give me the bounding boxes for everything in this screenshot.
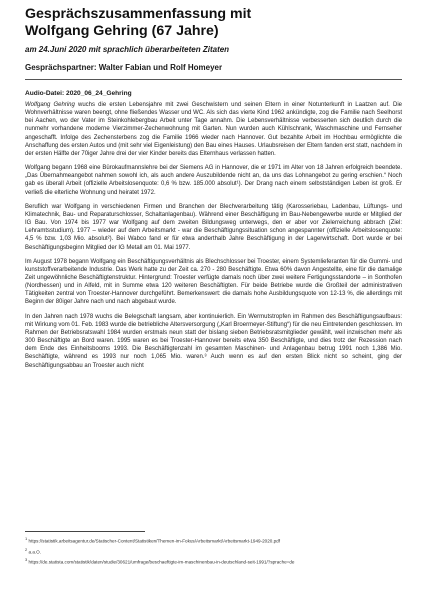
footnote-link[interactable]: https://statistik.arbeitsagentur.de/Statischer-Content/Statistiken/Themen-im-Fokus/Arbeitsmarkt/Arbeitsmarkt-1949-2020.pdf <box>28 538 281 544</box>
footnote-divider <box>25 531 145 532</box>
footnote-text: a.a.O. <box>28 549 42 555</box>
paragraph-troester: Im August 1978 begann Wolfgang ein Beschäftigungsverhältnis als Blechschlosser bei Troester, einem Systemlieferanten für die Gummi- und kunststoffverarbeitende Industrie. Das Werk hatte zu der Zeit ca. 270 - 280 Beschäftigte. Etwa 60% davon Angestellte, eine für die damalige Zeit ungewöhnliche Beschäftigtenstruktur. Hintergrund: Troester verfügte damals noch über zwei weitere Fertigungsstandorte – in Sonthofen (Nordhessen) und in Alfeld, mit in Summe etwa 120 weiteren Beschäftigten. Für beide Betriebe wurde die Großteil der administrativen Tätigkeiten zentral von Troester-Hannover durchgeführt. Bemerkenswert: die damals hohe Ausbildungsquote von 12-13 %, die allerdings mit Beginn der 80iger Jahre nach und nach abgebaut wurde. <box>25 258 402 306</box>
interview-date: am 24.Juni 2020 mit sprachlich überarbeiteten Zitaten <box>25 45 230 54</box>
footnote-2 <box>25 547 402 556</box>
footnote-3 <box>25 557 402 566</box>
footnote-number: 3 <box>25 557 28 563</box>
footnote-link[interactable]: https://de.statista.com/statistik/daten/studie/30621/umfrage/beschaeftigte-im-maschinenbau-in-deutschland-seit-1991/?sprache=de <box>28 560 295 565</box>
title-line-2: Wolfgang Gehring (67 Jahre) <box>25 23 219 39</box>
footnote-1 <box>25 536 402 545</box>
footnotes <box>25 536 402 568</box>
footnote-number: 1 <box>25 536 28 541</box>
interviewee-name: Wolfgang Gehring <box>25 102 75 108</box>
paragraph-growth: In den Jahren nach 1978 wuchs die Belegschaft langsam, aber kontinuierlich. Ein Wermutstropfen im Rahmen des Beschäftigungsaufbaus: mit Wirkung vom 01. Feb. 1983 wurde die betriebliche Altersversorgung („Karl Broermeyer-Stiftung“) für die neu Eintretenden geschlossen. Im Rahmen der Betriebsratswahl 1984 wurden erstmals neun statt der bislang sieben Betriebsratsmitglieder gewählt, weil inzwischen mehr als 300 Beschäftigte an Bord waren. 1995 waren es bei Troester-Hannover bereits etwa 350 Beschäftigte, und dies trotz der Rezession nach dem Ende des Einheitsbooms 1993. Die Beschäftigtenzahl im gesamten Maschinen- und Anlagenbau betrug 1991 noch 1,386 Mio. Beschäftigte, während es 1993 nur noch 1,065 Mio. waren.³ Auch wenn es auf den ersten Blick nicht so scheint, ging der Beschäftigungsabbau an Troester auch nicht <box>25 313 402 369</box>
paragraph-career: Beruflich war Wolfgang in verschiedenen Firmen und Branchen der Blechverarbeitung tätig (Karosseriebau, Ladenbau, Lüftungs- und Klimatechnik, Bau- und Reparaturschlosser, Schaltanlagenbau). Während einer Beschäftigung im Bau-Nebengewerbe wurde er Mitglied der IG Bau. Von 1974 bis 1977 war Wolfgang auf dem zweiten Bildungsweg unterwegs, den er aber vor Zielerreichung abbrach (Ziel: Lehramtsstudium). 1977 – wieder auf dem Arbeitsmarkt - war die Beschäftigungssituation schon angespannter (offizielle Arbeitslosenquote: 4,5 % bzw. 1,03 Mio. absolut²). Bei Wabco fand er für etwa anderthalb Jahre Beschäftigung in der Lagerwirtschaft. Dort wurde er bei Beschäftigungsbeginn Mitglied der IG Metall am 01. Mai 1977. <box>25 203 402 251</box>
paragraph-childhood: Wolfgang Gehring wuchs die ersten Lebensjahre mit zwei Geschwistern und seinen Eltern in einer Notunterkunft in Laatzen auf. Die Wohnverhältnisse waren beengt, ohne fließendes Wasser und WC. Als sich das vierte Kind 1962 ankündigte, zog die Familie nach Seelhorst bei Aachen, wo der Vater im Steinkohlebergbau Arbeit unter Tage annahm. Die Lebensverhältnisse verbesserten sich deutlich durch die nunmehr vorhandene moderne Vierzimmer-Zechenwohnung mit Garten. Nun wurden auch Kühlschrank, Waschmaschine und Fernseher angeschafft. Infolge des Zechensterbens zog die Familie 1966 wieder nach Hannover. Gut bezahlte Arbeit im Hochbau ermöglichte die Anschaffung des ersten Autos und (mit sehr viel Eigenleistung) den Bau eines Hauses. Urlaubsreisen der Eltern fanden erst statt, nachdem in der ersten Hälfte der 70iger Jahre drei der vier Kinder bereits das Elternhaus verlassen hatten. <box>25 102 402 157</box>
title-line-1: Gesprächszusammenfassung mit <box>25 6 252 22</box>
audio-file-label: Audio-Datei: 2020_06_24_Gehring <box>25 90 132 97</box>
paragraph-apprenticeship: Wolfgang begann 1968 eine Bürokaufmannslehre bei der Siemens AG in Hannover, die er 1971 im Alter von 18 Jahren erfolgreich beendete. „Das Übernahmeangebot nahmen sowohl ich, als auch andere Auszubildende nicht an, da uns das Lohnangebot zu gering erschien.“ Noch gab es überall Arbeit (offizielle Arbeitslosenquote: 0,6 % bzw. 185.000 absolut¹). Der Drang nach einem selbstständigen Leben ist groß. Er verließ die elterliche Wohnung und heiratet 1972. <box>25 165 402 196</box>
document-title <box>25 6 402 40</box>
interview-partners: Gesprächspartner: Walter Fabian und Rolf Homeyer <box>25 63 223 72</box>
footnote-number: 2 <box>25 546 28 552</box>
header-divider <box>25 79 402 80</box>
